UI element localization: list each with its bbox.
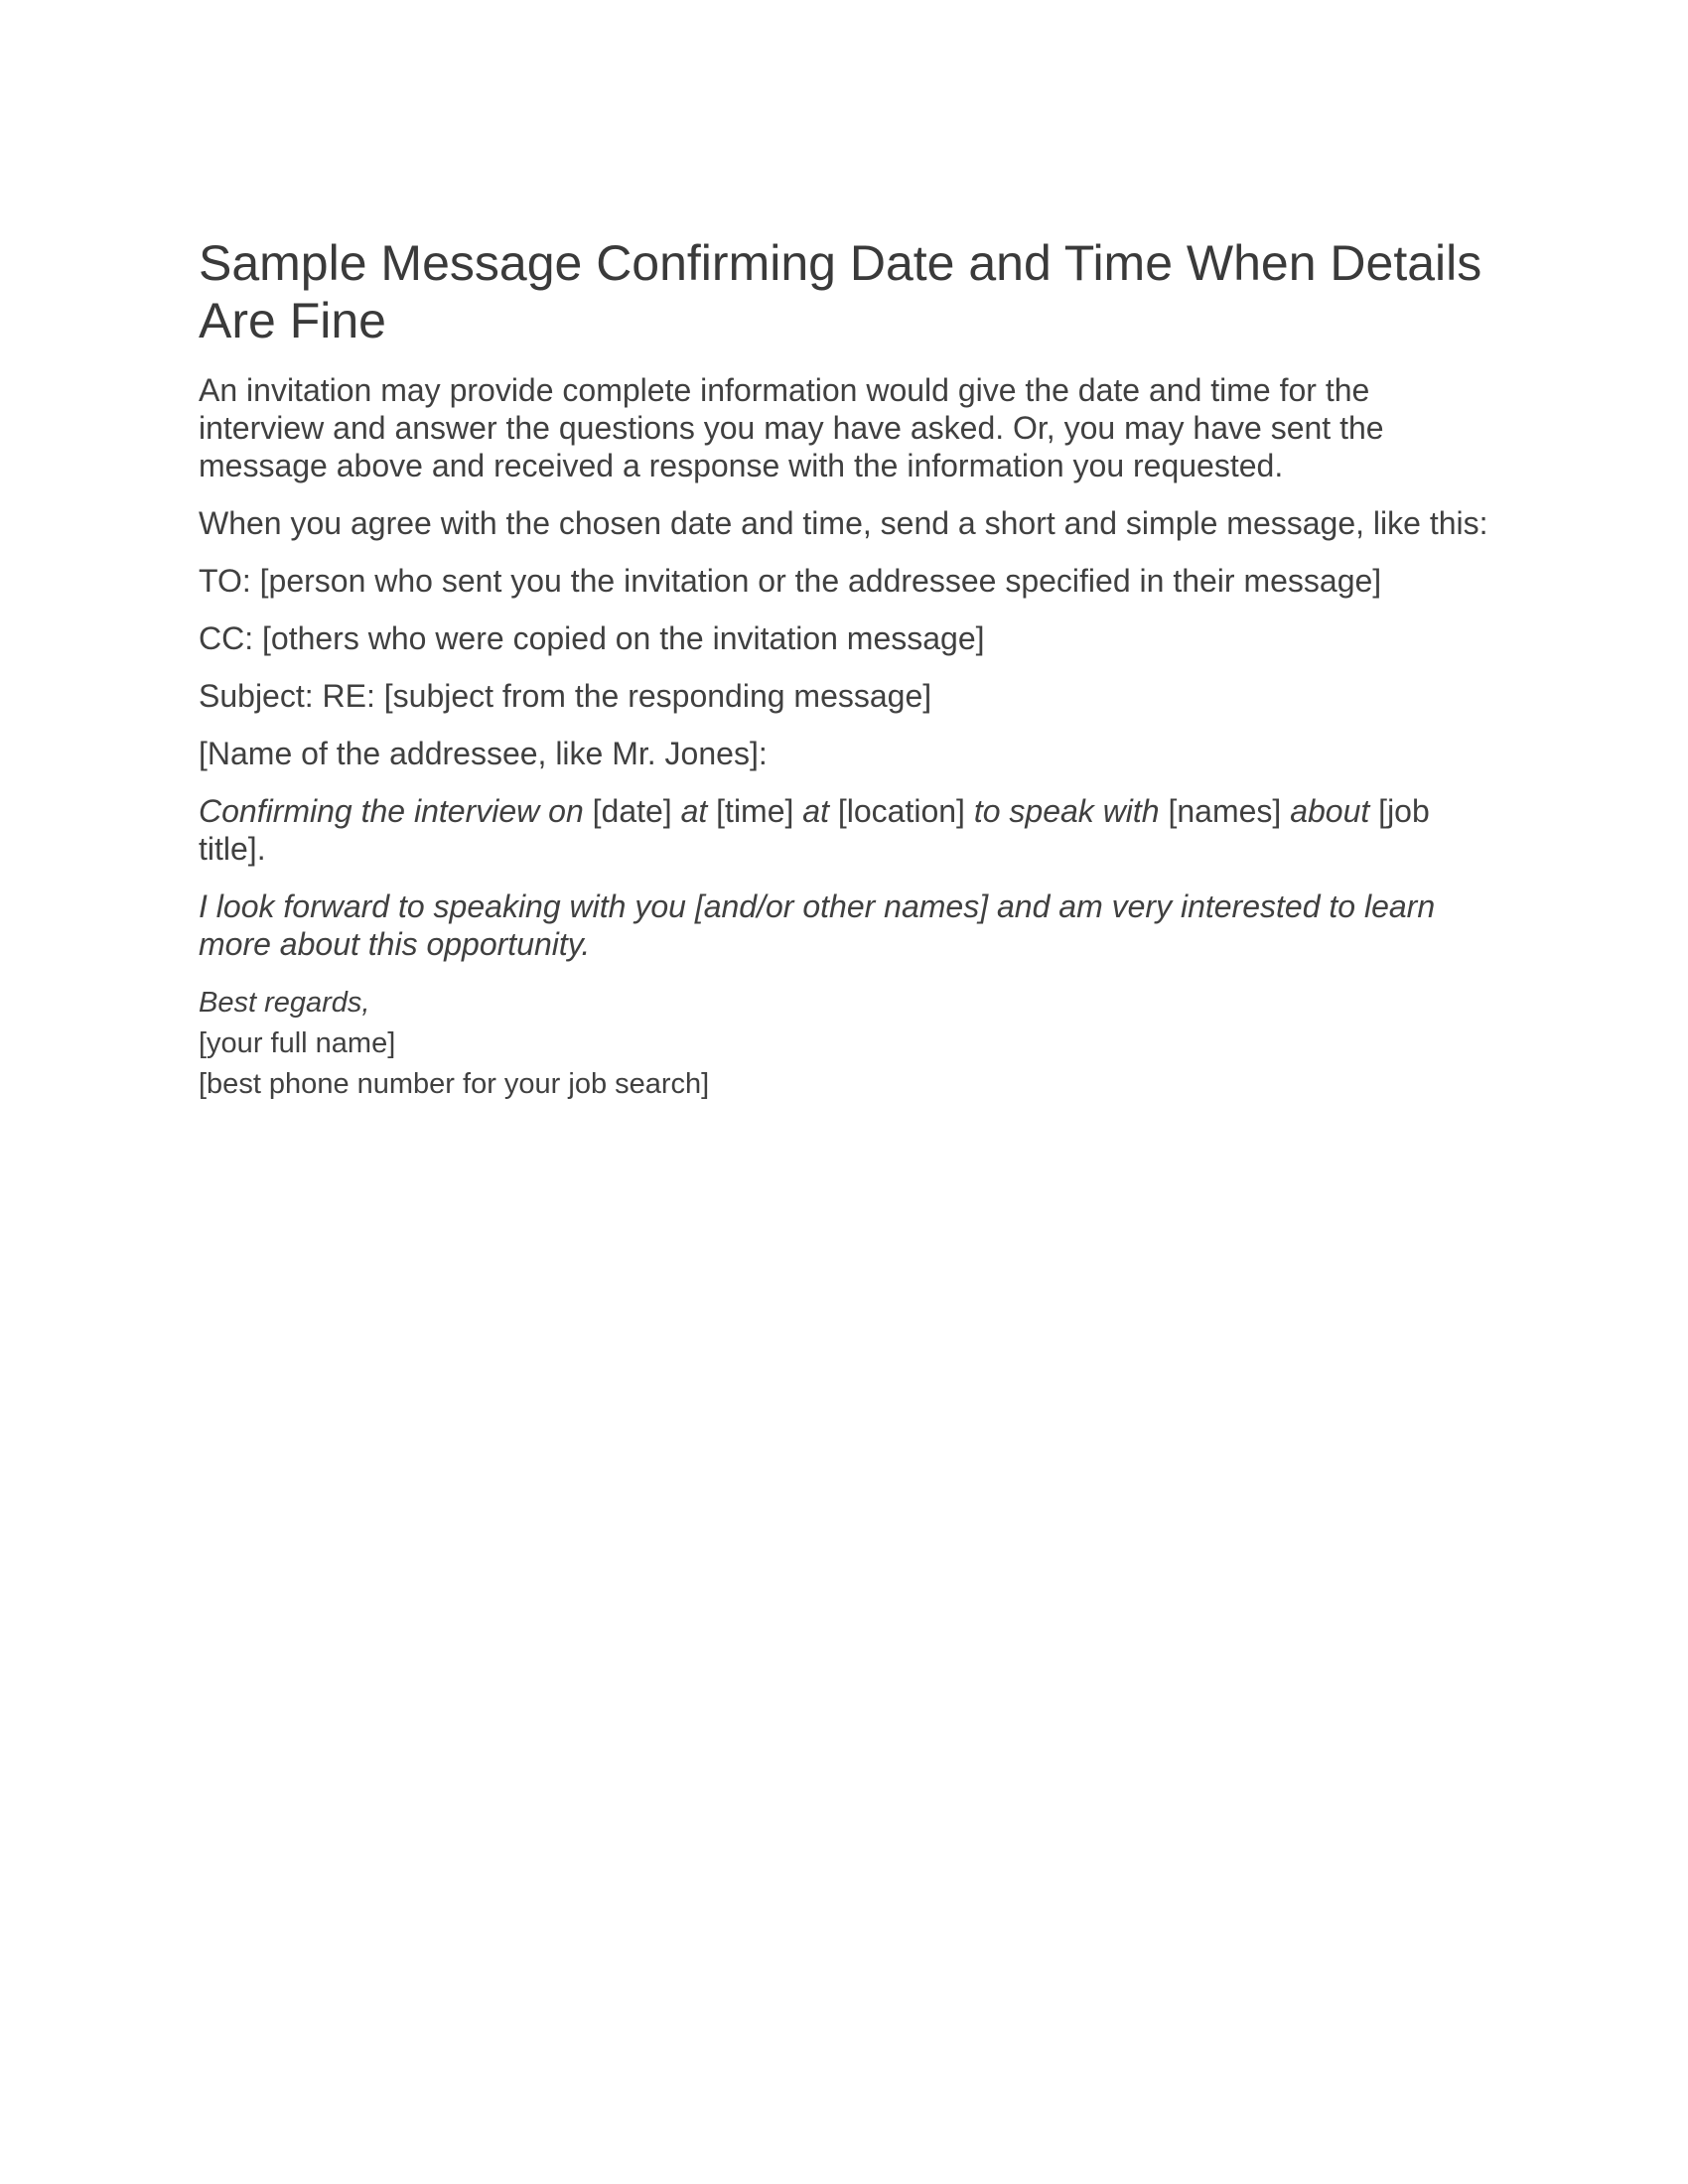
confirm-about: about — [1290, 793, 1370, 829]
closing-paragraph — [199, 887, 1489, 963]
location-placeholder: [location] — [837, 793, 965, 829]
intro-paragraph: An invitation may provide complete information would give the date and time for the interview and answer the questions you may have asked. Or, you may have sent the message above and received a response with the information you requested. — [199, 372, 1384, 483]
confirm-text: Confirming the interview on — [199, 793, 584, 829]
signature-name: [your full name] — [199, 1027, 396, 1059]
document-page — [199, 234, 1489, 1105]
signature-block — [199, 983, 1489, 1105]
regards-text: Best regards, — [199, 987, 370, 1019]
to-line: TO: [person who sent you the invitation or the addressee specified in their message] — [199, 563, 1382, 599]
date-placeholder: [date] — [592, 793, 672, 829]
confirmation-paragraph — [199, 792, 1489, 868]
job-title-placeholder: [job title]. — [199, 793, 1430, 867]
names-placeholder: [names] — [1168, 793, 1282, 829]
instruction-paragraph: When you agree with the chosen date and time, send a short and simple message, like this: — [199, 505, 1488, 541]
signature-phone: [best phone number for your job search] — [199, 1068, 710, 1100]
confirm-speak: to speak with — [973, 793, 1160, 829]
confirm-at-2: at — [802, 793, 829, 829]
closing-text: I look forward to speaking with you [and/or other names] and am very interested to learn more about this opportunity. — [199, 888, 1436, 962]
cc-line: CC: [others who were copied on the invitation message] — [199, 620, 985, 656]
time-placeholder: [time] — [716, 793, 794, 829]
confirm-at-1: at — [680, 793, 708, 829]
subject-line: Subject: RE: [subject from the responding message] — [199, 678, 932, 714]
salutation: [Name of the addressee, like Mr. Jones]: — [199, 736, 768, 771]
signature-regards — [199, 983, 1489, 1024]
document-title: Sample Message Confirming Date and Time When Details Are Fine — [199, 235, 1482, 348]
